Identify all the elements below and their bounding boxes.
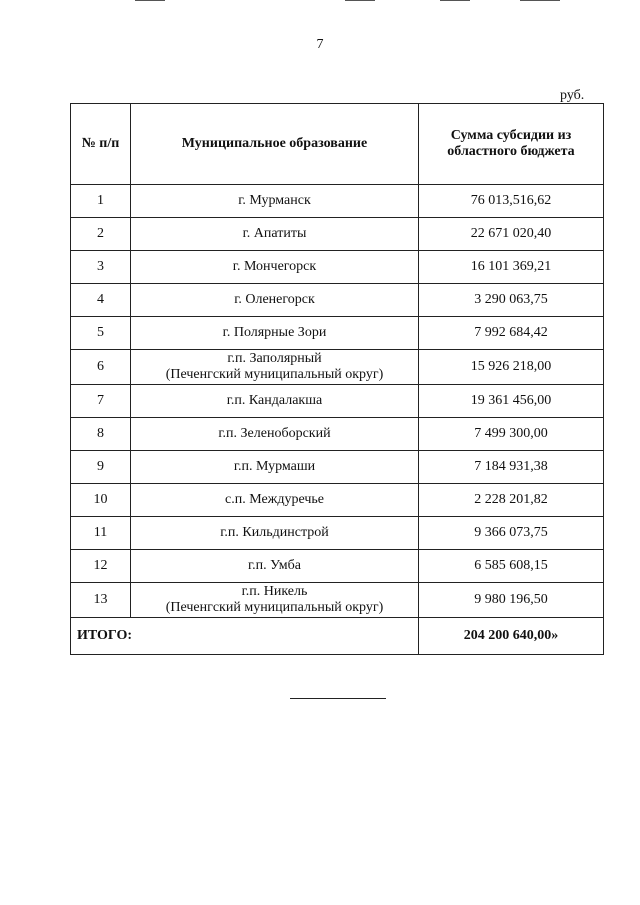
row-municipality: г. Мурманск <box>131 185 419 218</box>
row-amount: 2 228 201,82 <box>419 484 604 517</box>
row-municipality: г.п. Кандалакша <box>131 385 419 418</box>
page-number: 7 <box>316 37 324 52</box>
total-row <box>71 618 604 655</box>
row-amount: 76 013,516,62 <box>419 185 604 218</box>
row-number: 11 <box>71 517 131 550</box>
table-row <box>71 218 604 251</box>
total-label: ИТОГО: <box>71 618 419 655</box>
municipality-name: г.п. Никель <box>241 584 308 599</box>
table-row <box>71 385 604 418</box>
total-amount: 204 200 640,00» <box>419 618 604 655</box>
row-amount: 3 290 063,75 <box>419 284 604 317</box>
table-row <box>71 350 604 385</box>
row-number: 12 <box>71 550 131 583</box>
row-municipality: г.п. Кильдинстрой <box>131 517 419 550</box>
row-municipality: г. Мончегорск <box>131 251 419 284</box>
row-number: 7 <box>71 385 131 418</box>
table-row <box>71 185 604 218</box>
row-number: 10 <box>71 484 131 517</box>
top-edge-line <box>135 0 165 1</box>
row-number: 8 <box>71 418 131 451</box>
table-row <box>71 550 604 583</box>
table-row <box>71 251 604 284</box>
municipality-district: (Печенгский муниципальный округ) <box>165 600 384 615</box>
table-row <box>71 317 604 350</box>
top-edge-line <box>440 0 470 1</box>
row-municipality: г.п. Зеленоборский <box>131 418 419 451</box>
row-municipality: г.п. Мурмаши <box>131 451 419 484</box>
row-municipality: г. Оленегорск <box>131 284 419 317</box>
row-municipality: г. Полярные Зори <box>131 317 419 350</box>
row-number: 3 <box>71 251 131 284</box>
top-edge-line <box>345 0 375 1</box>
row-number: 9 <box>71 451 131 484</box>
row-amount: 7 992 684,42 <box>419 317 604 350</box>
row-amount: 7 499 300,00 <box>419 418 604 451</box>
row-amount: 7 184 931,38 <box>419 451 604 484</box>
row-amount: 9 980 196,50 <box>419 583 604 618</box>
row-amount: 6 585 608,15 <box>419 550 604 583</box>
row-amount: 9 366 073,75 <box>419 517 604 550</box>
table-row <box>71 284 604 317</box>
row-number: 13 <box>71 583 131 618</box>
municipality-name: г.п. Заполярный <box>227 351 322 366</box>
row-municipality: г. Апатиты <box>131 218 419 251</box>
row-number: 2 <box>71 218 131 251</box>
row-municipality <box>131 350 419 385</box>
row-number: 6 <box>71 350 131 385</box>
row-municipality: с.п. Междуречье <box>131 484 419 517</box>
table-row <box>71 451 604 484</box>
row-number: 5 <box>71 317 131 350</box>
row-number: 4 <box>71 284 131 317</box>
unit-label: руб. <box>560 88 585 103</box>
table-row <box>71 418 604 451</box>
row-amount: 15 926 218,00 <box>419 350 604 385</box>
subsidy-table <box>70 103 604 655</box>
row-municipality <box>131 583 419 618</box>
table-row <box>71 583 604 618</box>
header-number: № п/п <box>71 104 131 185</box>
header-municipality: Муниципальное образование <box>131 104 419 185</box>
top-edge-line <box>520 0 560 1</box>
table-row <box>71 517 604 550</box>
row-amount: 22 671 020,40 <box>419 218 604 251</box>
header-amount: Сумма субсидии из областного бюджета <box>419 104 604 185</box>
row-amount: 19 361 456,00 <box>419 385 604 418</box>
table-header-row <box>71 104 604 185</box>
row-number: 1 <box>71 185 131 218</box>
table-row <box>71 484 604 517</box>
closing-rule <box>290 698 386 699</box>
row-amount: 16 101 369,21 <box>419 251 604 284</box>
municipality-district: (Печенгский муниципальный округ) <box>165 367 384 382</box>
row-municipality: г.п. Умба <box>131 550 419 583</box>
